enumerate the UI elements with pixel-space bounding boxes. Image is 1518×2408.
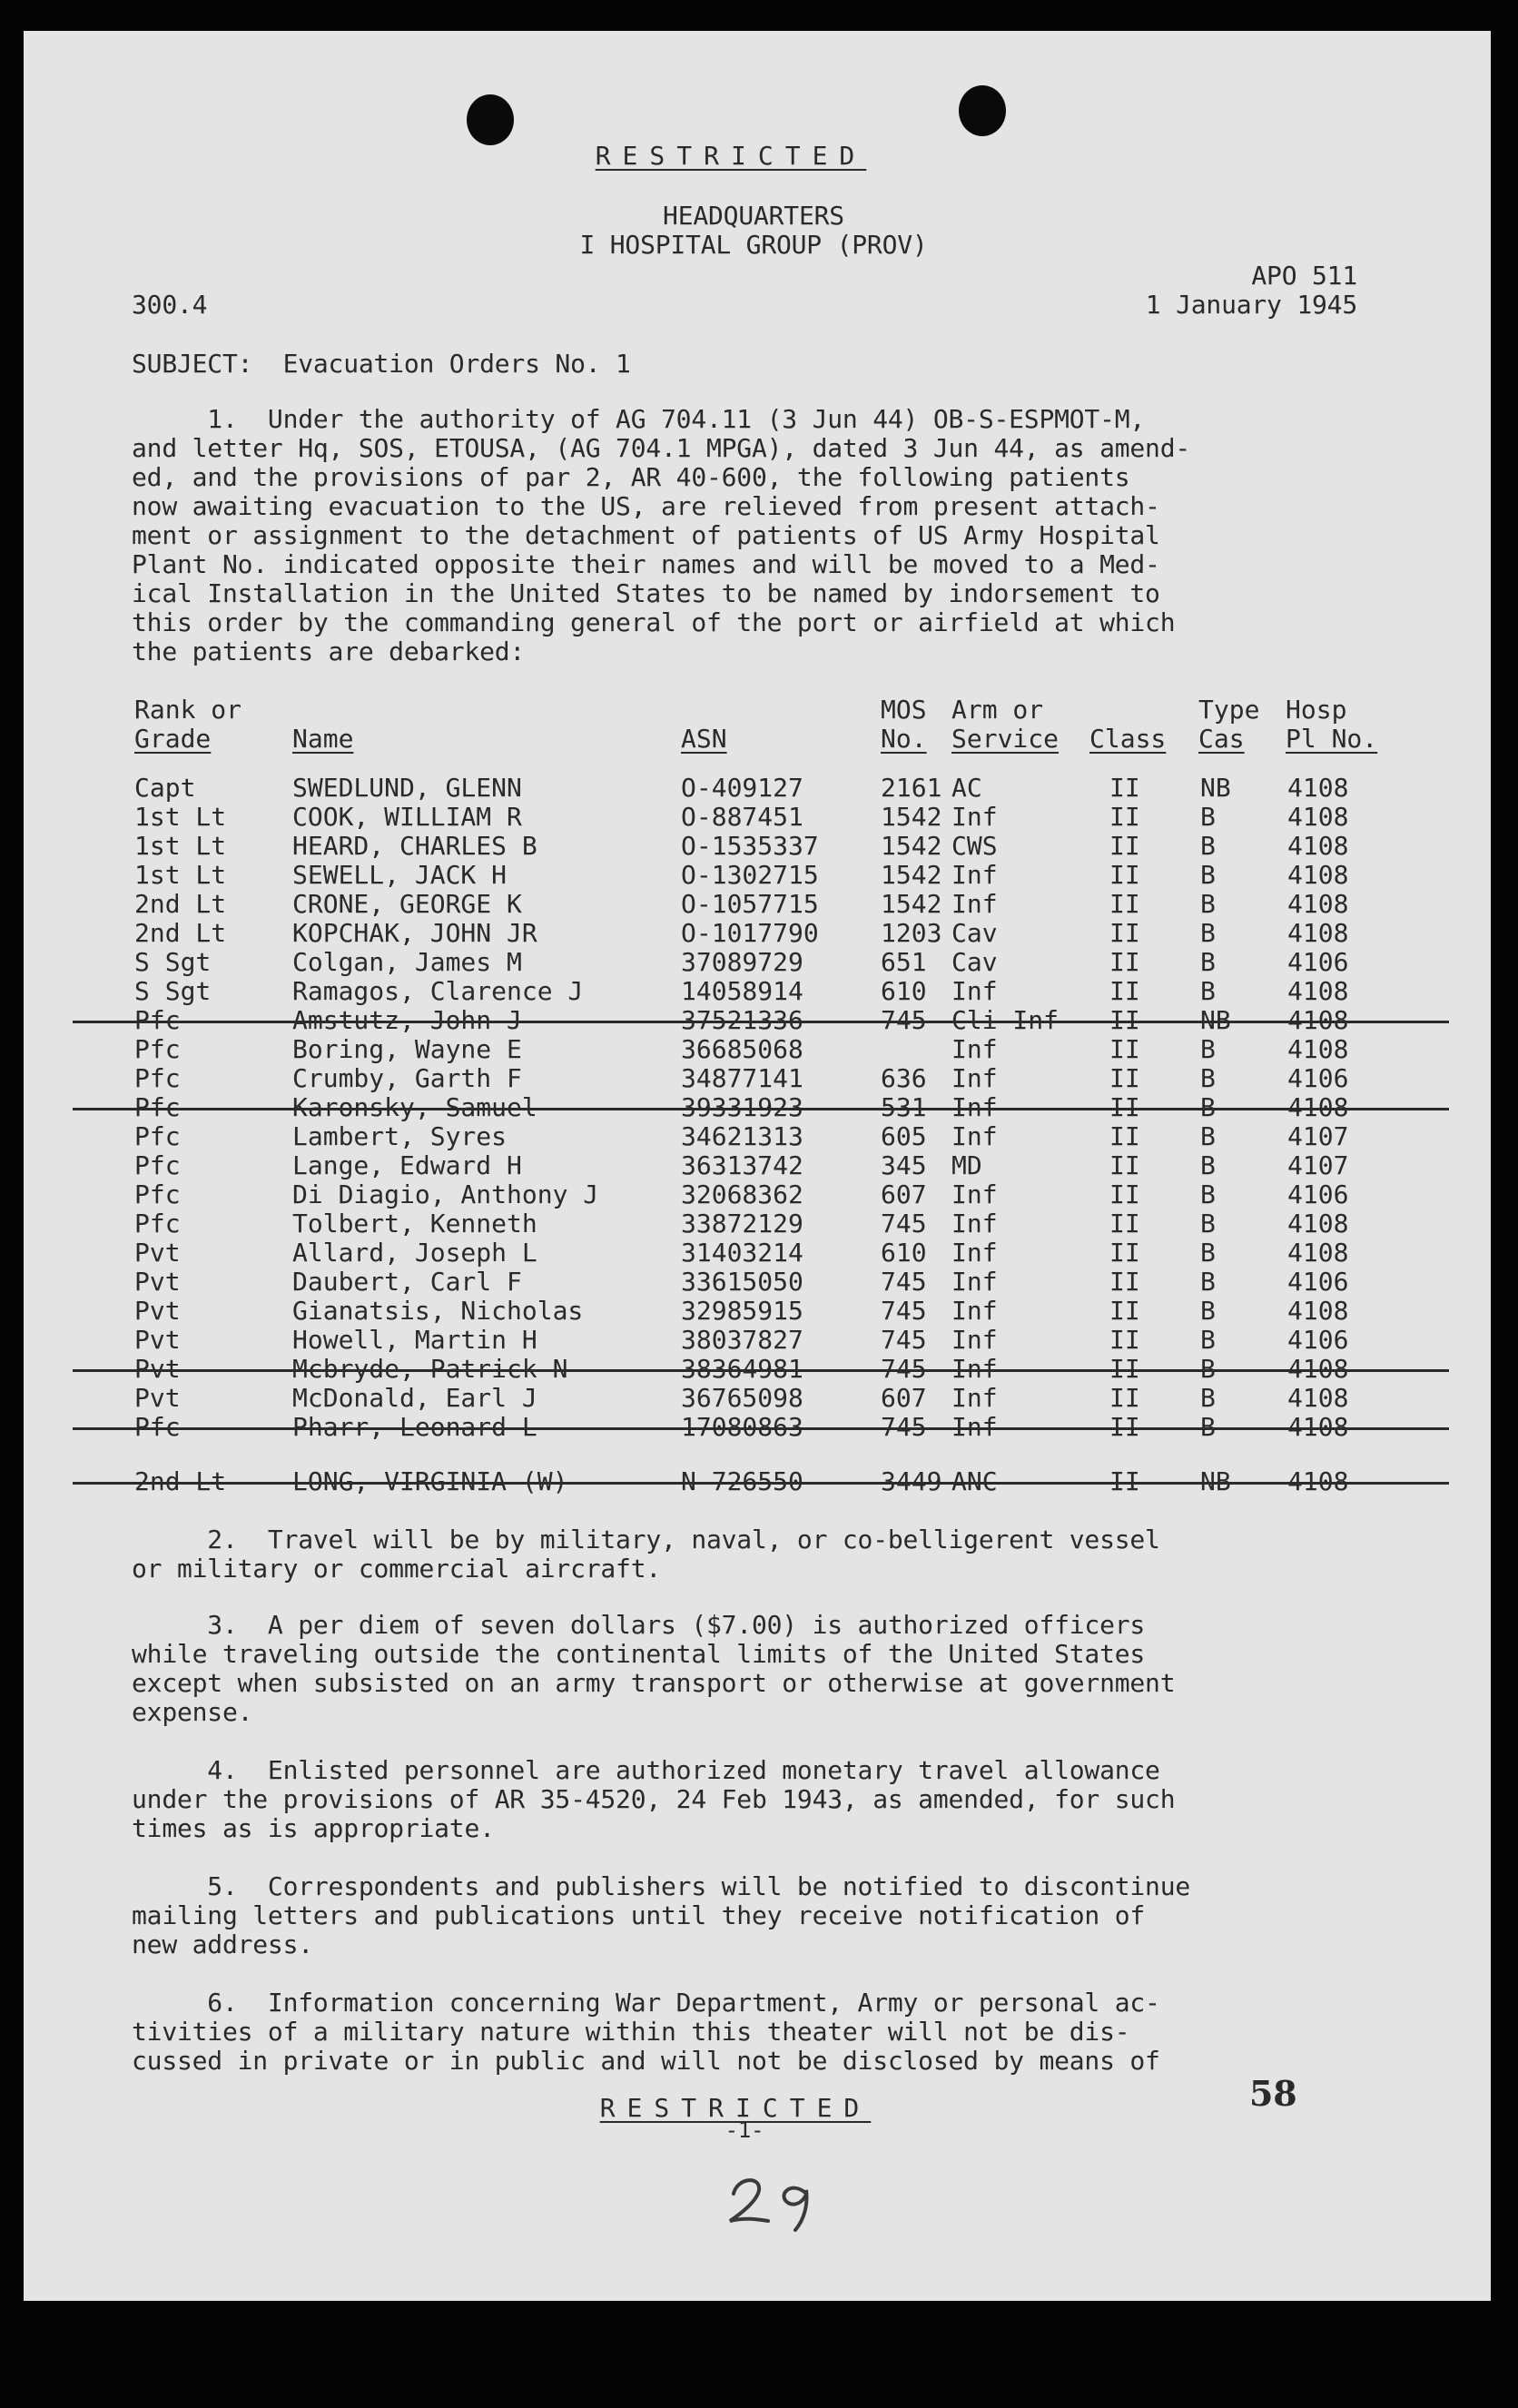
para3-line: while traveling outside the continental limits of the United States — [132, 1639, 1146, 1669]
cell-cls: II — [1109, 947, 1140, 977]
cell-cls: II — [1109, 1121, 1140, 1151]
col-rank: Grade — [134, 724, 212, 754]
para1-line: the patients are debarked: — [132, 637, 526, 666]
para1-line: and letter Hq, SOS, ETOUSA, (AG 704.1 MPGA), dated 3 Jun 44, as amend- — [132, 433, 1191, 463]
cell-hosp: 4106 — [1287, 1267, 1349, 1297]
para5-line: 5. Correspondents and publishers will be notified to discontinue — [132, 1871, 1191, 1901]
cell-mos: 1542 — [881, 831, 942, 861]
strikethrough-line — [73, 1021, 1449, 1023]
punch-hole-left — [467, 94, 514, 145]
cell-rank: Pfc — [134, 1121, 181, 1151]
cell-name: Boring, Wayne E — [292, 1034, 522, 1064]
restricted-footer: RESTRICTED — [599, 2093, 872, 2123]
cell-name: Crumby, Garth F — [292, 1063, 522, 1093]
cell-cas: B — [1200, 1092, 1216, 1122]
cell-hosp: 4108 — [1287, 1354, 1349, 1384]
cell-cas: B — [1200, 860, 1216, 890]
cell-cas: B — [1200, 1179, 1216, 1209]
cell-asn: 36765098 — [681, 1383, 803, 1413]
cell-asn: O-1535337 — [681, 831, 819, 861]
cell-cas: B — [1200, 1383, 1216, 1413]
cell-rank: 2nd Lt — [134, 918, 227, 948]
strikethrough-line — [73, 1108, 1449, 1110]
cell-hosp: 4108 — [1287, 773, 1349, 803]
cell-arm: Cav — [951, 947, 998, 977]
cell-hosp: 4108 — [1287, 860, 1349, 890]
cell-mos: 610 — [881, 976, 927, 1006]
cell-rank: S Sgt — [134, 976, 212, 1006]
cell-mos: 745 — [881, 1209, 927, 1239]
cell-rank: Pfc — [134, 1179, 181, 1209]
cell-cls: II — [1109, 802, 1140, 832]
cell-asn: O-1302715 — [681, 860, 819, 890]
cell-rank: Pvt — [134, 1296, 181, 1326]
cell-mos: 531 — [881, 1092, 927, 1122]
cell-name: Daubert, Carl F — [292, 1267, 522, 1297]
cell-hosp: 4108 — [1287, 889, 1349, 919]
cell-hosp: 4108 — [1287, 831, 1349, 861]
cell-name: SEWELL, JACK H — [292, 860, 508, 890]
cell-hosp: 4108 — [1287, 1238, 1349, 1268]
cell-arm: Inf — [951, 1179, 998, 1209]
para4-line: under the provisions of AR 35-4520, 24 Feb 1943, as amended, for such — [132, 1784, 1176, 1814]
cell-name: CRONE, GEORGE K — [292, 889, 522, 919]
cell-arm: Inf — [951, 889, 998, 919]
cell-name: Colgan, James M — [292, 947, 522, 977]
para3-line: expense. — [132, 1697, 253, 1727]
para1-line: now awaiting evacuation to the US, are relieved from present attach- — [132, 491, 1160, 521]
cell-hosp: 4108 — [1287, 976, 1349, 1006]
para1-line: ment or assignment to the detachment of patients of US Army Hospital — [132, 520, 1160, 550]
col-hosp: Pl No. — [1286, 724, 1378, 754]
cell-cls: II — [1109, 1179, 1140, 1209]
cell-arm: Inf — [951, 976, 998, 1006]
cell-rank: Pfc — [134, 1005, 181, 1035]
cell-cls: II — [1109, 1238, 1140, 1268]
cell-hosp: 4108 — [1287, 918, 1349, 948]
cell-cas: NB — [1200, 1005, 1231, 1035]
para4-line: 4. Enlisted personnel are authorized monetary travel allowance — [132, 1755, 1160, 1785]
cell-rank: 1st Lt — [134, 860, 227, 890]
cell-mos: 345 — [881, 1150, 927, 1180]
cell-arm: Inf — [951, 802, 998, 832]
cell-rank: Capt — [134, 773, 196, 803]
cell-hosp: 4107 — [1287, 1121, 1349, 1151]
cell-cls: II — [1109, 976, 1140, 1006]
cell-rank: 2nd Lt — [134, 889, 227, 919]
para1-line: 1. Under the authority of AG 704.11 (3 Jun 44) OB-S-ESPMOT-M, — [132, 404, 1146, 434]
col-type-top: Type — [1198, 695, 1260, 725]
cell-mos: 2161 — [881, 773, 942, 803]
cell-cls: II — [1109, 1005, 1140, 1035]
cell-hosp: 4108 — [1287, 1209, 1349, 1239]
cell-asn: 14058914 — [681, 976, 803, 1006]
para5-line: new address. — [132, 1929, 313, 1959]
cell-hosp: 4108 — [1287, 1466, 1349, 1496]
cell-name: Karonsky, Samuel — [292, 1092, 537, 1122]
cell-cas: B — [1200, 889, 1216, 919]
cell-asn: 32068362 — [681, 1179, 803, 1209]
cell-arm: Inf — [951, 1383, 998, 1413]
cell-mos: 745 — [881, 1412, 927, 1442]
col-asn: ASN — [681, 724, 727, 754]
cell-cas: B — [1200, 976, 1216, 1006]
org-line-2: I HOSPITAL GROUP (PROV) — [579, 230, 928, 260]
cell-cas: B — [1200, 1325, 1216, 1355]
cell-cls: II — [1109, 1209, 1140, 1239]
cell-asn: 37089729 — [681, 947, 803, 977]
subject-line: SUBJECT: Evacuation Orders No. 1 — [132, 349, 631, 379]
cell-cls: II — [1109, 1412, 1140, 1442]
cell-mos: 745 — [881, 1354, 927, 1384]
handwritten-note — [717, 2165, 844, 2241]
para3-line: except when subsisted on an army transport or otherwise at government — [132, 1668, 1176, 1698]
cell-asn: 33872129 — [681, 1209, 803, 1239]
col-arm-top: Arm or — [951, 695, 1044, 725]
cell-asn: 38037827 — [681, 1325, 803, 1355]
cell-hosp: 4107 — [1287, 1150, 1349, 1180]
cell-asn: 36685068 — [681, 1034, 803, 1064]
cell-asn: N-726550 — [681, 1466, 803, 1496]
cell-asn: O-1017790 — [681, 918, 819, 948]
col-mos: No. — [881, 724, 927, 754]
cell-cls: II — [1109, 1296, 1140, 1326]
cell-arm: Inf — [951, 1296, 998, 1326]
cell-cas: B — [1200, 1121, 1216, 1151]
cell-arm: Inf — [951, 1121, 998, 1151]
cell-hosp: 4108 — [1287, 1034, 1349, 1064]
cell-hosp: 4108 — [1287, 1412, 1349, 1442]
cell-rank: S Sgt — [134, 947, 212, 977]
cell-asn: 38364981 — [681, 1354, 803, 1384]
cell-cls: II — [1109, 831, 1140, 861]
cell-name: COOK, WILLIAM R — [292, 802, 522, 832]
para2-line: or military or commercial aircraft. — [132, 1554, 662, 1584]
cell-rank: 1st Lt — [134, 831, 227, 861]
col-cas: Cas — [1198, 724, 1245, 754]
punch-hole-right — [959, 85, 1006, 136]
sheet-number: -1- — [724, 2117, 764, 2143]
cell-cas: B — [1200, 1238, 1216, 1268]
cell-name: Di Diagio, Anthony J — [292, 1179, 599, 1209]
cell-asn: 34621313 — [681, 1121, 803, 1151]
cell-name: McDonald, Earl J — [292, 1383, 537, 1413]
cell-rank: Pvt — [134, 1354, 181, 1384]
cell-arm: Inf — [951, 1063, 998, 1093]
para1-line: ed, and the provisions of par 2, AR 40-600, the following patients — [132, 462, 1130, 492]
cell-arm: Inf — [951, 1034, 998, 1064]
cell-cls: II — [1109, 860, 1140, 890]
cell-rank: Pfc — [134, 1034, 181, 1064]
cell-rank: Pfc — [134, 1150, 181, 1180]
cell-mos: 3449 — [881, 1466, 942, 1496]
col-arm: Service — [951, 724, 1060, 754]
order-date: 1 January 1945 — [1145, 290, 1357, 320]
cell-arm: Inf — [951, 1267, 998, 1297]
cell-cas: B — [1200, 831, 1216, 861]
cell-mos: 1542 — [881, 802, 942, 832]
cell-hosp: 4106 — [1287, 1063, 1349, 1093]
para5-line: mailing letters and publications until they receive notification of — [132, 1900, 1146, 1930]
cell-cas: B — [1200, 918, 1216, 948]
cell-mos: 745 — [881, 1005, 927, 1035]
cell-rank: 1st Lt — [134, 802, 227, 832]
cell-name: Lange, Edward H — [292, 1150, 522, 1180]
cell-mos: 607 — [881, 1383, 927, 1413]
cell-arm: Inf — [951, 860, 998, 890]
cell-cas: B — [1200, 1296, 1216, 1326]
cell-arm: Cav — [951, 918, 998, 948]
cell-asn: 34877141 — [681, 1063, 803, 1093]
cell-rank: Pvt — [134, 1383, 181, 1413]
col-rank-top: Rank or — [134, 695, 242, 725]
cell-mos: 745 — [881, 1267, 927, 1297]
col-name: Name — [292, 724, 354, 754]
col-mos-top: MOS — [881, 695, 927, 725]
cell-cas: B — [1200, 1034, 1216, 1064]
cell-cls: II — [1109, 1354, 1140, 1384]
cell-cls: II — [1109, 1267, 1140, 1297]
cell-cas: B — [1200, 947, 1216, 977]
cell-hosp: 4106 — [1287, 947, 1349, 977]
para1-line: ical Installation in the United States to be named by indorsement to — [132, 578, 1160, 608]
cell-name: Pharr, Leonard L — [292, 1412, 537, 1442]
cell-name: Amstutz, John J — [292, 1005, 522, 1035]
cell-asn: 32985915 — [681, 1296, 803, 1326]
cell-cls: II — [1109, 1034, 1140, 1064]
cell-cls: II — [1109, 1063, 1140, 1093]
cell-cas: B — [1200, 1412, 1216, 1442]
cell-cls: II — [1109, 773, 1140, 803]
col-class: Class — [1089, 724, 1167, 754]
cell-hosp: 4108 — [1287, 1296, 1349, 1326]
cell-name: Ramagos, Clarence J — [292, 976, 584, 1006]
cell-asn: 17080863 — [681, 1412, 803, 1442]
cell-cas: B — [1200, 1354, 1216, 1384]
cell-cas: NB — [1200, 773, 1231, 803]
cell-hosp: 4106 — [1287, 1325, 1349, 1355]
cell-hosp: 4108 — [1287, 1383, 1349, 1413]
cell-cls: II — [1109, 1466, 1140, 1496]
cell-asn: 39331923 — [681, 1092, 803, 1122]
apo-number: APO 511 — [1251, 261, 1357, 291]
cell-asn: 37521336 — [681, 1005, 803, 1035]
cell-rank: Pfc — [134, 1412, 181, 1442]
cell-hosp: 4108 — [1287, 1005, 1349, 1035]
cell-cls: II — [1109, 1150, 1140, 1180]
cell-mos: 610 — [881, 1238, 927, 1268]
cell-cls: II — [1109, 1325, 1140, 1355]
cell-mos: 1542 — [881, 889, 942, 919]
cell-mos: 1203 — [881, 918, 942, 948]
cell-mos: 1542 — [881, 860, 942, 890]
para6-line: cussed in private or in public and will not be disclosed by means of — [132, 2046, 1160, 2076]
cell-cas: B — [1200, 802, 1216, 832]
cell-mos: 636 — [881, 1063, 927, 1093]
cell-name: SWEDLUND, GLENN — [292, 773, 522, 803]
cell-cls: II — [1109, 1092, 1140, 1122]
cell-arm: Inf — [951, 1354, 998, 1384]
cell-name: Howell, Martin H — [292, 1325, 537, 1355]
cell-arm: Inf — [951, 1412, 998, 1442]
cell-asn: 31403214 — [681, 1238, 803, 1268]
cell-arm: Inf — [951, 1325, 998, 1355]
para1-line: Plant No. indicated opposite their names and will be moved to a Med- — [132, 549, 1160, 579]
cell-mos: 605 — [881, 1121, 927, 1151]
cell-rank: Pfc — [134, 1063, 181, 1093]
cell-hosp: 4108 — [1287, 802, 1349, 832]
cell-cas: NB — [1200, 1466, 1231, 1496]
cell-cas: B — [1200, 1063, 1216, 1093]
strikethrough-line — [73, 1482, 1449, 1485]
cell-hosp: 4108 — [1287, 1092, 1349, 1122]
para2-line: 2. Travel will be by military, naval, or co-belligerent vessel — [132, 1525, 1160, 1554]
cell-asn: O-409127 — [681, 773, 803, 803]
org-line-1: HEADQUARTERS — [663, 201, 844, 231]
cell-name: Gianatsis, Nicholas — [292, 1296, 584, 1326]
cell-asn: 36313742 — [681, 1150, 803, 1180]
para1-line: this order by the commanding general of the port or airfield at which — [132, 607, 1176, 637]
cell-mos: 745 — [881, 1296, 927, 1326]
cell-cls: II — [1109, 889, 1140, 919]
cell-asn: O-1057715 — [681, 889, 819, 919]
cell-mos: 651 — [881, 947, 927, 977]
cell-arm: ANC — [951, 1466, 998, 1496]
file-number: 300.4 — [132, 290, 208, 320]
cell-rank: Pfc — [134, 1209, 181, 1239]
cell-rank: Pvt — [134, 1267, 181, 1297]
cell-cas: B — [1200, 1267, 1216, 1297]
para3-line: 3. A per diem of seven dollars ($7.00) is authorized officers — [132, 1610, 1146, 1640]
cell-name: LONG, VIRGINIA (W) — [292, 1466, 568, 1496]
cell-arm: CWS — [951, 831, 998, 861]
cell-arm: Inf — [951, 1092, 998, 1122]
cell-cls: II — [1109, 918, 1140, 948]
cell-name: Lambert, Syres — [292, 1121, 508, 1151]
cell-cas: B — [1200, 1209, 1216, 1239]
cell-mos: 745 — [881, 1325, 927, 1355]
para6-line: 6. Information concerning War Department, Army or personal ac- — [132, 1988, 1160, 2018]
restricted-header: RESTRICTED — [595, 141, 867, 171]
cell-asn: 33615050 — [681, 1267, 803, 1297]
cell-name: KOPCHAK, JOHN JR — [292, 918, 537, 948]
strikethrough-line — [73, 1369, 1449, 1372]
para4-line: times as is appropriate. — [132, 1813, 495, 1843]
cell-asn: O-887451 — [681, 802, 803, 832]
cell-cas: B — [1200, 1150, 1216, 1180]
cell-arm: Cli-Inf — [951, 1005, 1060, 1035]
cell-arm: AC — [951, 773, 982, 803]
cell-name: Mcbryde, Patrick N — [292, 1354, 568, 1384]
cell-name: HEARD, CHARLES B — [292, 831, 537, 861]
cell-mos: 607 — [881, 1179, 927, 1209]
cell-arm: MD — [951, 1150, 982, 1180]
cell-arm: Inf — [951, 1238, 998, 1268]
cell-rank: 2nd Lt — [134, 1466, 227, 1496]
para6-line: tivities of a military nature within this theater will not be dis- — [132, 2017, 1130, 2047]
cell-rank: Pvt — [134, 1325, 181, 1355]
cell-name: Tolbert, Kenneth — [292, 1209, 537, 1239]
cell-hosp: 4106 — [1287, 1179, 1349, 1209]
cell-rank: Pvt — [134, 1238, 181, 1268]
cell-arm: Inf — [951, 1209, 998, 1239]
cell-name: Allard, Joseph L — [292, 1238, 537, 1268]
cell-rank: Pfc — [134, 1092, 181, 1122]
strikethrough-line — [73, 1427, 1449, 1430]
cell-cls: II — [1109, 1383, 1140, 1413]
page-number: 58 — [1249, 2073, 1297, 2114]
col-hosp-top: Hosp — [1286, 695, 1347, 725]
